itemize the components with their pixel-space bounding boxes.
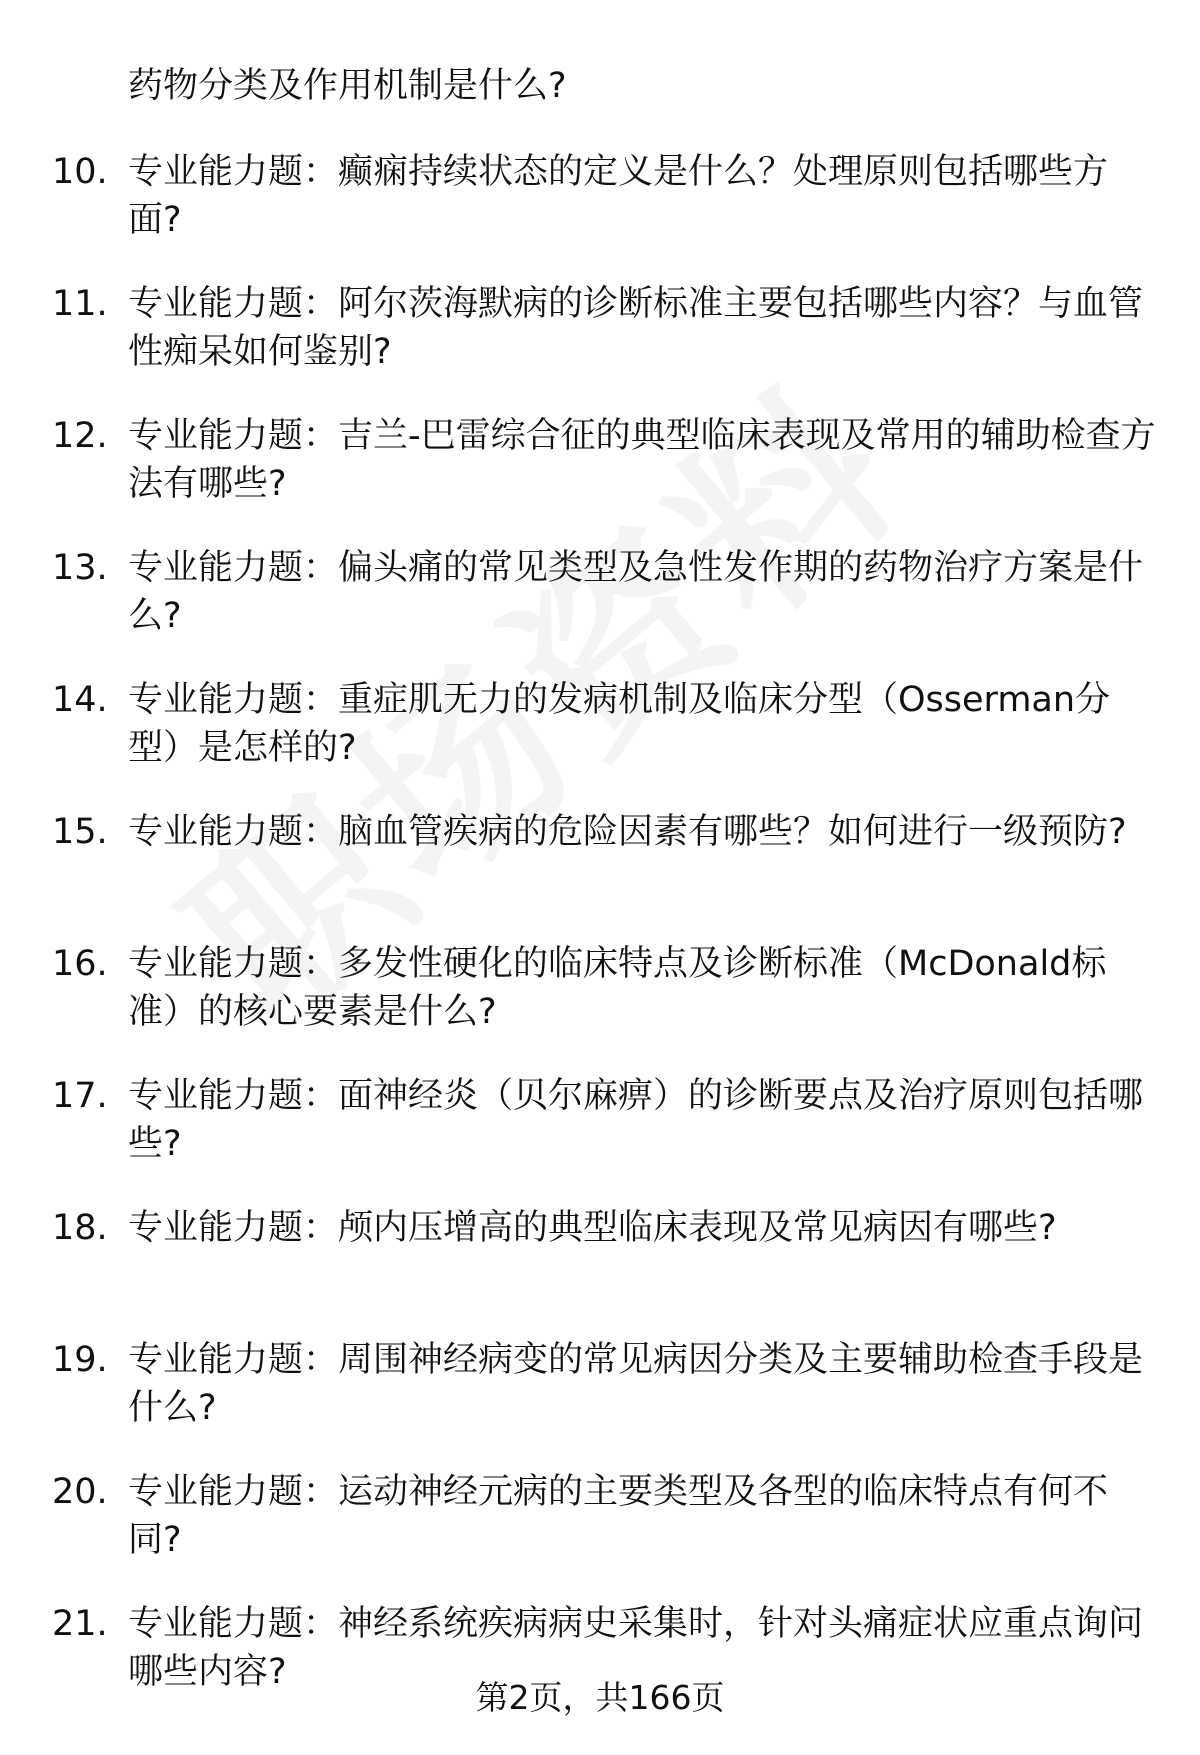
- question-item-19: [0, 1336, 1200, 1468]
- question-text: 专业能力题：周围神经病变的常见病因分类及主要辅助检查手段是什么?: [128, 1340, 1144, 1428]
- question-text: 专业能力题：神经系统疾病病史采集时，针对头痛症状应重点询问哪些内容?: [128, 1604, 1144, 1692]
- question-number: 20.: [52, 1472, 108, 1512]
- question-number: 18.: [52, 1208, 108, 1248]
- question-item-12: [0, 412, 1200, 544]
- question-item-11: [0, 280, 1200, 412]
- question-item-14: [0, 676, 1200, 808]
- question-text: 专业能力题：吉兰-巴雷综合征的典型临床表现及常用的辅助检查方法有哪些?: [128, 416, 1156, 504]
- question-text: 专业能力题：运动神经元病的主要类型及各型的临床特点有何不同?: [128, 1472, 1109, 1560]
- question-list: [0, 148, 1200, 1732]
- question-text: 专业能力题：多发性硬化的临床特点及诊断标准（McDonald标准）的核心要素是什么?: [128, 944, 1107, 1032]
- question-text: 专业能力题：脑血管疾病的危险因素有哪些？如何进行一级预防?: [128, 812, 1127, 852]
- question-item-18: [0, 1204, 1200, 1336]
- question-number: 12.: [52, 416, 108, 456]
- question-number: 14.: [52, 680, 108, 720]
- page-footer: 第2页，共166页: [475, 1678, 725, 1717]
- question-text: 专业能力题：偏头痛的常见类型及急性发作期的药物治疗方案是什么?: [128, 548, 1144, 636]
- question-item-13: [0, 544, 1200, 676]
- question-text: 专业能力题：阿尔茨海默病的诊断标准主要包括哪些内容？与血管性痴呆如何鉴别?: [128, 284, 1144, 372]
- question-text: 专业能力题：重症肌无力的发病机制及临床分型（Osserman分型）是怎样的?: [128, 680, 1111, 768]
- question-item-16: [0, 940, 1200, 1072]
- question-number: 15.: [52, 812, 108, 852]
- question-number: 16.: [52, 944, 108, 984]
- question-number: 10.: [52, 152, 108, 192]
- question-item-17: [0, 1072, 1200, 1204]
- question-number: 11.: [52, 284, 108, 324]
- question-item-20: [0, 1468, 1200, 1600]
- question-number: 19.: [52, 1340, 108, 1380]
- question-number: 21.: [52, 1604, 108, 1644]
- question-number: 13.: [52, 548, 108, 588]
- question-text: 专业能力题：癫痫持续状态的定义是什么？处理原则包括哪些方面?: [128, 152, 1109, 240]
- question-item-15: [0, 808, 1200, 940]
- question-item-10: [0, 148, 1200, 280]
- question-text: 专业能力题：面神经炎（贝尔麻痹）的诊断要点及治疗原则包括哪些?: [128, 1076, 1144, 1164]
- question-text: 专业能力题：颅内压增高的典型临床表现及常见病因有哪些?: [128, 1208, 1057, 1248]
- continuation-line: 药物分类及作用机制是什么?: [128, 66, 567, 106]
- question-number: 17.: [52, 1076, 108, 1116]
